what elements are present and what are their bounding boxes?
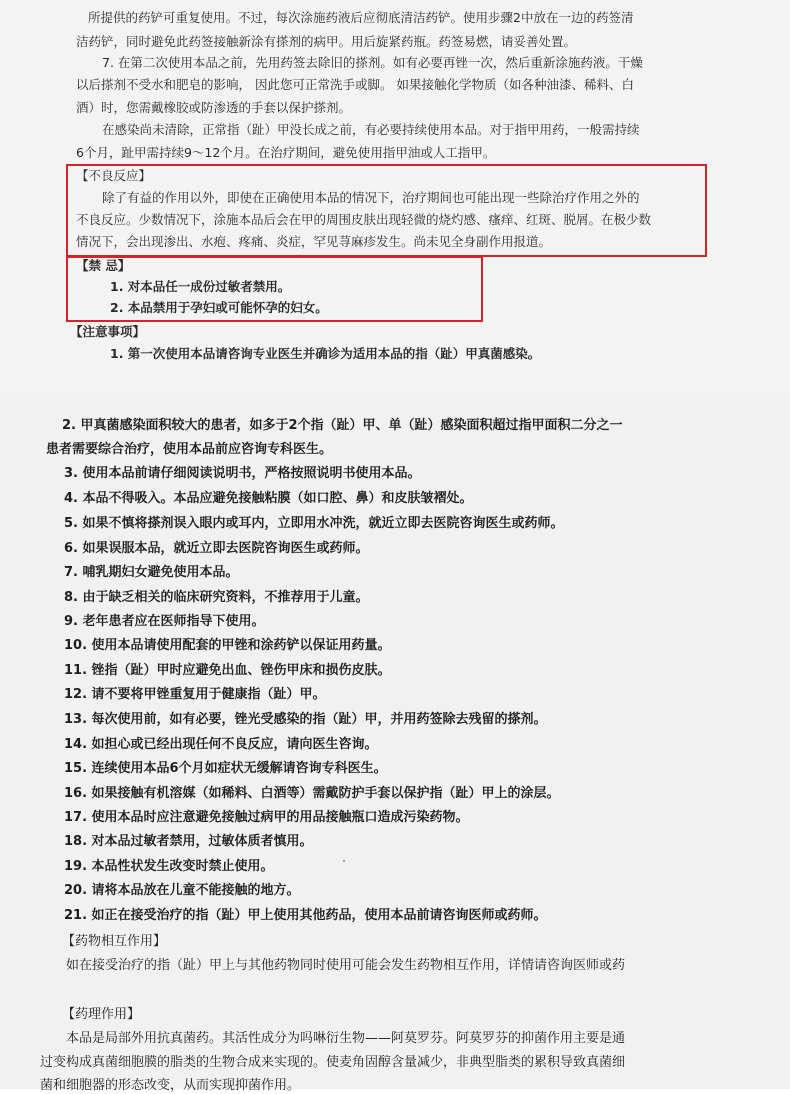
contra-heading: 【禁 忌】: [76, 258, 131, 273]
precaution-item: 13. 每次使用前，如有必要，锉光受感染的指（趾）甲，并用药签除去残留的搽剂。: [64, 712, 547, 727]
body-text: 酒）时，您需戴橡胶或防渗透的手套以保护搽剂。: [76, 100, 352, 115]
precaution-item: 3. 使用本品前请仔细阅读说明书，严格按照说明书使用本品。: [64, 466, 421, 481]
body-text: 洁药铲，同时避免此药签接触新涂有搽剂的病甲。用后旋紧药瓶。药签易燃，请妥善处置。: [76, 34, 577, 49]
pharmacology-text: 菌和细胞器的形态改变，从而实现抑菌作用。: [40, 1078, 301, 1093]
precaution-item: 7. 哺乳期妇女避免使用本品。: [64, 565, 239, 580]
precaution-item: 14. 如担心或已经出现任何不良反应，请向医生咨询。: [64, 737, 378, 752]
body-text: 7. 在第二次使用本品之前，先用药签去除旧的搽剂。如有必要再锉一次，然后重新涂施药液。干燥: [102, 55, 643, 70]
precaution-item: 11. 锉指（趾）甲时应避免出血、锉伤甲床和损伤皮肤。: [64, 663, 391, 678]
adverse-heading: 【不良反应】: [76, 168, 152, 183]
precaution-item: 1. 第一次使用本品请咨询专业医生并确诊为适用本品的指（趾）甲真菌感染。: [110, 346, 541, 361]
precaution-item: 19. 本品性状发生改变时禁止使用。: [64, 859, 274, 874]
pharmacology-heading: 【药理作用】: [62, 1007, 141, 1022]
precaution-item: 17. 使用本品时应注意避免接触过病甲的用品接触瓶口造成污染药物。: [64, 810, 469, 825]
pharmacology-text: 过变构成真菌细胞膜的脂类的生物合成来实现的。使麦角固醇含量减少，非典型脂类的累积导致真菌细: [40, 1055, 626, 1070]
precaution-item: 16. 如果接触有机溶媒（如稀料、白酒等）需戴防护手套以保护指（趾）甲上的涂层。: [64, 786, 560, 801]
precaution-item: 4. 本品不得吸入。本品应避免接触粘膜（如口腔、鼻）和皮肤皱褶处。: [64, 491, 473, 506]
precaution-item: 21. 如正在接受治疗的指（趾）甲上使用其他药品，使用本品前请咨询医师或药师。: [64, 908, 547, 923]
body-text: 以后搽剂不受水和肥皂的影响， 因此您可正常洗手或脚。 如果接触化学物质（如各种油漆、稀料、白: [76, 77, 634, 92]
scan-speck: [343, 860, 345, 862]
adverse-text: 情况下，会出现渗出、水疱、疼痛、炎症，罕见荨麻疹发生。尚未见全身副作用报道。: [76, 234, 552, 249]
pharmacology-text: 本品是局部外用抗真菌药。其活性成分为吗啉衍生物——阿莫罗芬。阿莫罗芬的抑菌作用主要是通: [66, 1031, 626, 1046]
contra-item: 1. 对本品任一成份过敏者禁用。: [110, 279, 291, 294]
precaution-item: 15. 连续使用本品6个月如症状无缓解请咨询专科医生。: [64, 761, 387, 776]
precaution-item: 患者需要综合治疗，使用本品前应咨询专科医生。: [46, 442, 333, 457]
precaution-item: 9. 老年患者应在医师指导下使用。: [64, 614, 265, 629]
body-text: 在感染尚未清除，正常指（趾）甲没长成之前，有必要持续使用本品。对于指甲用药，一般需持续: [102, 122, 640, 137]
body-text: 所提供的药铲可重复使用。不过，每次涂施药液后应彻底清洁药铲。使用步骤2中放在一边的药签清: [88, 10, 634, 25]
interactions-text: 如在接受治疗的指（趾）甲上与其他药物同时使用可能会发生药物相互作用，详情请咨询医师或药: [66, 958, 626, 973]
precaution-item: 10. 使用本品请使用配套的甲锉和涂药铲以保证用药量。: [64, 638, 391, 653]
body-text: 6个月，趾甲需持续9～12个月。在治疗期间，避免使用指甲油或人工指甲。: [76, 145, 496, 160]
precaution-item: 6. 如果误服本品，就近立即去医院咨询医生或药师。: [64, 541, 369, 556]
contra-item: 2. 本品禁用于孕妇或可能怀孕的妇女。: [110, 300, 328, 315]
precaution-item: 2. 甲真菌感染面积较大的患者，如多于2个指（趾）甲、单（趾）感染面积超过指甲面积二分之一: [62, 418, 623, 433]
precaution-item: 18. 对本品过敏者禁用，过敏体质者慎用。: [64, 834, 313, 849]
precaution-item: 20. 请将本品放在儿童不能接触的地方。: [64, 883, 300, 898]
interactions-heading: 【药物相互作用】: [62, 934, 167, 949]
precaution-item: 12. 请不要将甲锉重复用于健康指（趾）甲。: [64, 687, 326, 702]
adverse-text: 除了有益的作用以外，即使在正确使用本品的情况下，治疗期间也可能出现一些除治疗作用之外的: [102, 190, 640, 205]
precaution-item: 5. 如果不慎将搽剂误入眼内或耳内，立即用水冲洗，就近立即去医院咨询医生或药师。: [64, 516, 564, 531]
precaution-item: 8. 由于缺乏相关的临床研究资料，不推荐用于儿童。: [64, 590, 369, 605]
precautions-heading: 【注意事项】: [70, 324, 146, 339]
adverse-text: 不良反应。少数情况下，涂施本品后会在甲的周围皮肤出现轻微的烧灼感、瘙痒、红斑、脱屑。在极少数: [76, 212, 652, 227]
